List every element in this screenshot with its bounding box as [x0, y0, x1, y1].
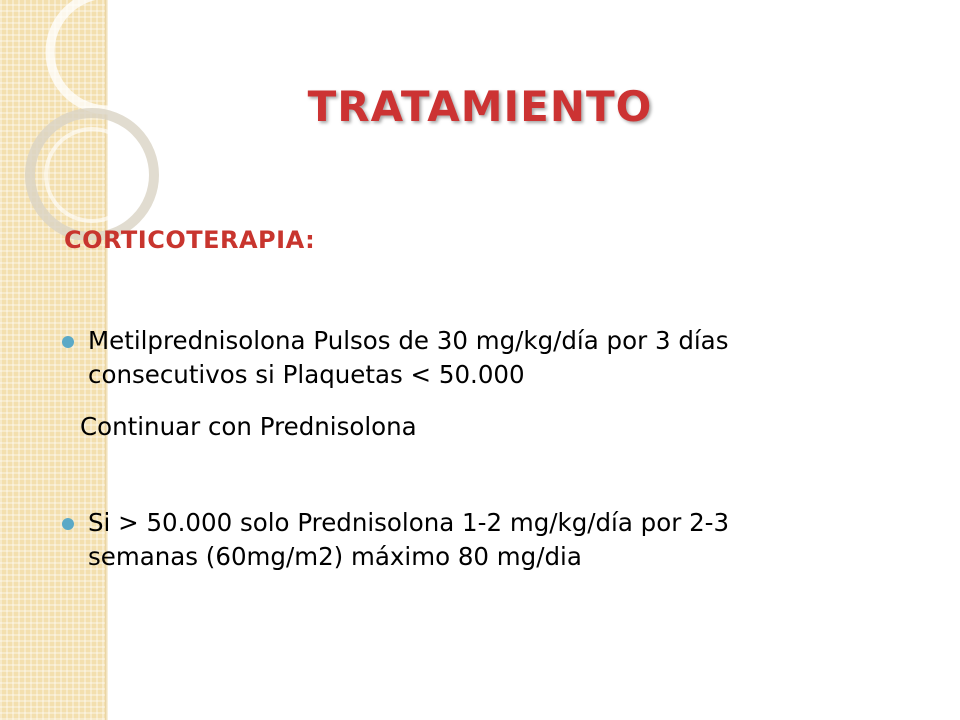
bullet-item-1 [88, 324, 948, 392]
bullet-dot-icon [62, 336, 74, 348]
continuation-text: Continuar con Prednisolona [80, 412, 417, 441]
bullet-item-1-line-2: consecutivos si Plaquetas < 50.000 [88, 360, 525, 389]
bullet-dot-icon [62, 518, 74, 530]
slide-title: TRATAMIENTO [307, 82, 653, 131]
bullet-item-2 [88, 506, 948, 574]
section-heading: CORTICOTERAPIA: [64, 226, 316, 254]
bullet-item-2-line-2: semanas (60mg/m2) máximo 80 mg/dia [88, 542, 582, 571]
decorative-circle-lower [30, 113, 154, 237]
decorative-circle-inner [46, 129, 138, 221]
bullet-item-1-line-1: Metilprednisolona Pulsos de 30 mg/kg/día por 3 días [88, 326, 729, 355]
bullet-item-2-line-1: Si > 50.000 solo Prednisolona 1-2 mg/kg/día por 2-3 [88, 508, 730, 537]
